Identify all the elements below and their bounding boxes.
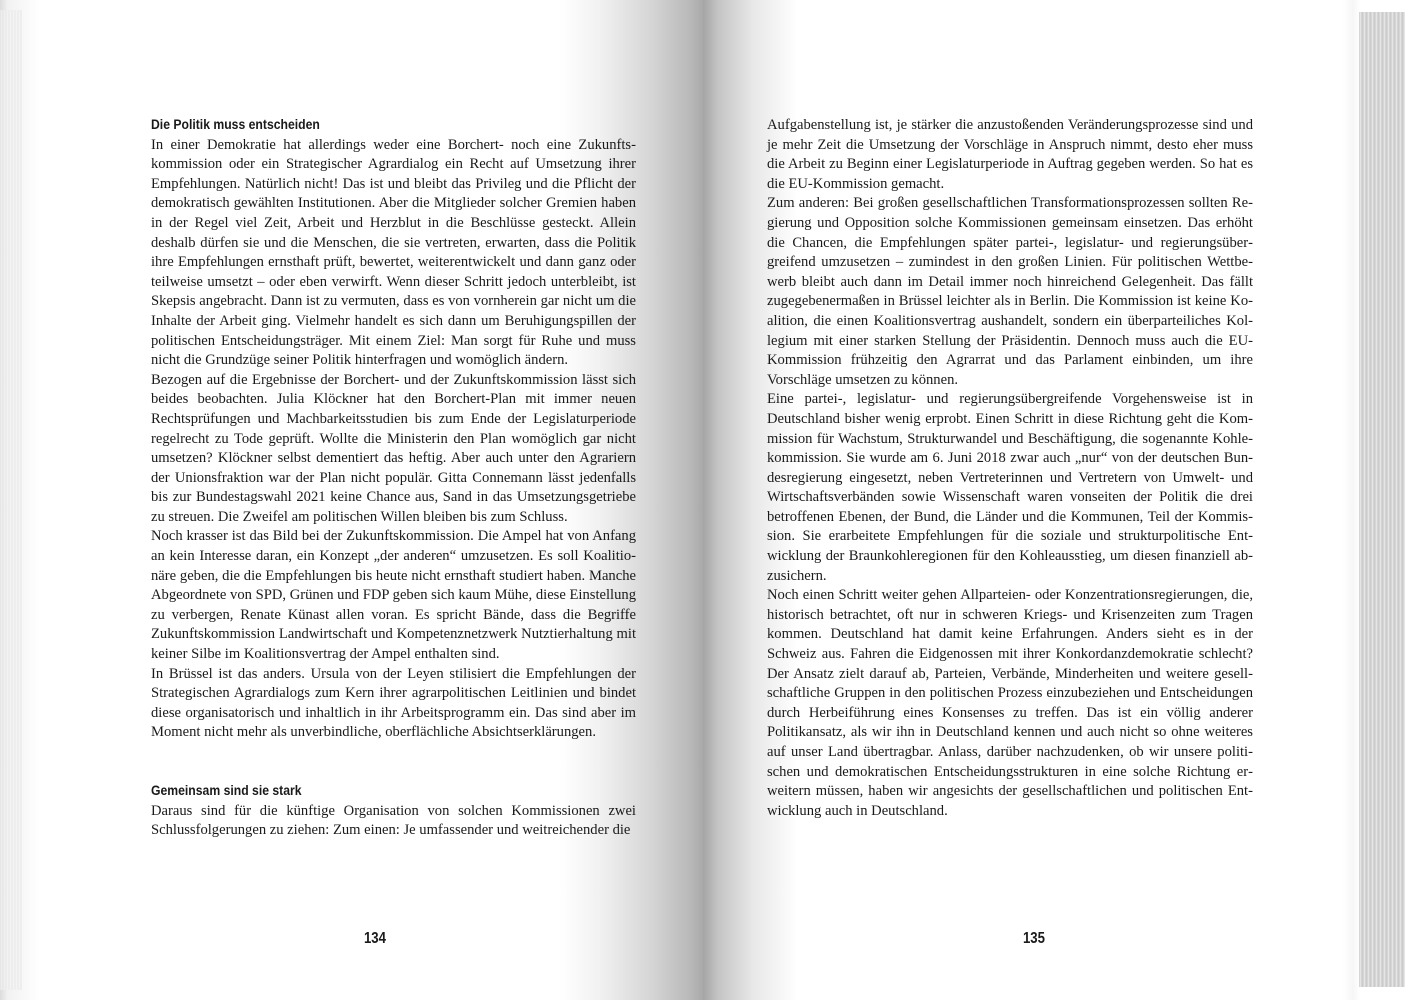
section-heading-2: Gemeinsam sind sie stark: [151, 783, 302, 799]
page-number-left: 134: [363, 930, 386, 947]
left-page-edge: [0, 10, 22, 990]
section-heading-1: Die Politik muss entscheiden: [151, 117, 320, 133]
right-page: [703, 0, 1405, 1000]
paragraph: In einer Demokratie hat allerdings weder eine Borchert- noch eine Zukunftskommission oder ein Strategischer Agrardialog ein Recht auf Umsetzung ihrer Empfehlungen. Natürlich nicht! Das ist und bleibt das Privileg und die Pflicht der demokratisch gewählten Institutionen. Aber die Mitglieder solcher Gremien haben in der Regel viel Zeit, Arbeit und Herzblut in die Beschlüsse gesteckt. Allein deshalb dürfen sie und die Menschen, die sie vertreten, erwarten, dass die Politik ihre Empfehlungen ernsthaft prüft, bewertet, weiterentwickelt und dann ganz oder teilweise umsetzt – oder eben verwirft. Wenn dieser Schritt jedoch unterbleibt, ist Skepsis angebracht. Dann ist zu vermuten, dass es von vornherein gar nicht um die Inhalte der Arbeit ging. Vielmehr handelt es sich dann um Beruhigungspillen der politischen Entscheidungsträger. Mit einem Ziel: Man sorgt für Ruhe und muss nicht die Grundzüge seiner Politik hinterfragen und womöglich ändern.: [151, 136, 636, 369]
paragraph: In Brüssel ist das anders. Ursula von der Leyen stilisiert die Empfehlungen der Strategischen Agrardialogs zum Kern ihrer agrarpolitischen Leitlinien und bindet diese organisatorisch und inhaltlich in ihr Arbeitsprogramm ein. Das sind aber im Moment nicht mehr als unverbindliche, oberflächliche Absichtserklärungen.: [151, 665, 636, 741]
paragraph: Eine partei-, legislatur- und regierungsübergreifende Vorgehensweise ist in Deutschland bisher wenig erprobt. Einen Schritt in diese Richtung geht die Kommission für Wachstum, Strukturwandel und Beschäftigung, die sogenannte Kohlekommission. Sie wurde am 6. Juni 2018 zwar auch „nur“ von der deutschen Bundesregierung eingesetzt, neben Vertreterinnen und Vertretern von Umwelt- und Wirtschaftsverbänden sowie Wissenschaft waren vonseiten der Politik die drei betroffenen Ebenen, der Bund, die Länder und die Kommunen, Teil der Kommission. Sie erarbeitete Empfehlungen für die soziale und strukturpolitische Entwicklung der Braunkohleregionen für den Kohleausstieg, um diesen finanziell abzusichern.: [767, 391, 1253, 584]
paragraph: Noch krasser ist das Bild bei der Zukunftskommission. Die Ampel hat von Anfang an kein Interesse daran, ein Konzept „der anderen“ umzusetzen. Es soll Koalitionäre geben, die die Empfehlungen bis heute nicht ernsthaft studiert haben. Manche Abgeordnete von SPD, Grünen und FDP geben sich kaum Mühe, diese Einstellung zu verbergen, Renate Künast allen voran. Es spricht Bände, dass die Begriffe Zukunftskommission Landwirtschaft und Kompetenznetzwerk Nutztierhaltung mit keiner Silbe im Koalitionsvertrag der Ampel enthalten sind.: [151, 528, 636, 663]
paragraph: Noch einen Schritt weiter gehen Allparteien- oder Konzentrationsregierungen, die, historisch betrachtet, oft nur in schweren Kriegs- und Krisenzeiten zum Tragen kommen. Deutschland hat damit keine Erfahrungen. Anders sieht es in der Schweiz aus. Fahren die Eidgenossen mit ihrer Konkordanzdemokratie schlecht? Der Ansatz zielt darauf ab, Parteien, Verbände, Minderheiten und weitere gesellschaftliche Gruppen in den politischen Prozess einzubeziehen und Entscheidungen durch Herbeiführung eines Konsenses zu treffen. Das ist ein völlig anderer Politikansatz, als wir ihn in Deutschland kennen und auch nicht so ohne weiteres auf unser Land übertragbar. Anlass, darüber nachzudenken, ob wir unsere politischen und demokratischen Entscheidungsstrukturen in eine solche Richtung erweitern müssen, haben wir angesichts der gesellschaftlichen und politischen Entwicklung auch in Deutschland.: [767, 587, 1253, 819]
paragraph: Aufgabenstellung ist, je stärker die anzustoßenden Veränderungsprozesse sind und je mehr Zeit die Umsetzung der Vorschläge in Anspruch nimmt, desto eher muss die Arbeit zu Beginn einer Legislaturperiode in Auftrag gegeben werden. So hat es die EU-Kommission gemacht.: [767, 117, 1253, 192]
right-page-text: [767, 116, 1253, 821]
paragraph: Bezogen auf die Ergebnisse der Borchert- und der Zukunftskommission lässt sich beides beobachten. Julia Klöckner hat den Borchert-Plan mit immer neuen Rechtsprüfungen und Machbarkeitsstudien bis zum Ende der Legislaturperiode regelrecht zu Tode geprüft. Wollte die Ministerin den Plan womöglich gar nicht umsetzen? Klöckner selbst dementiert das heftig. Aber auch unter den Agrariern der Unionsfraktion war der Plan nicht populär. Gitta Connemann lässt jedenfalls bis zur Bundestagswahl 2021 keine Chance aus, Sand in das Umsetzungsgetriebe zu streuen. Die Zweifel am politischen Willen bleiben bis zum Schluss.: [151, 371, 636, 525]
left-page-text: [151, 116, 636, 841]
page-number-right: 135: [1022, 930, 1045, 947]
paragraph: Daraus sind für die künftige Organisation von solchen Kommissionen zwei Schlussfolgerungen zu ziehen: Zum einen: Je umfassender und weitreichender die: [151, 802, 636, 839]
paragraph: Zum anderen: Bei großen gesellschaftlichen Transformationsprozessen sollten Regierung und Opposition solche Kommissionen gemeinsam einsetzen. Das erhöht die Chancen, die Empfehlungen später partei-, legislatur- und regierungsübergreifend umzusetzen – zumindest in den großen Linien. Für politischen Wettbewerb bleibt auch dann im Detail immer noch hinreichend Gelegenheit. Das fällt zugegebenermaßen in Brüssel leichter als in Berlin. Die Kommission ist keine Koalition, die einen Koalitionsvertrag aushandelt, sondern ein überparteiliches Kollegium mit einer starken Stellung der Präsidentin. Dennoch muss auch die EU-Kommission frühzeitig den Agrarrat und das Parlament einbinden, um ihre Vorschläge umsetzen zu können.: [767, 195, 1253, 388]
right-page-edge: [1359, 12, 1405, 987]
